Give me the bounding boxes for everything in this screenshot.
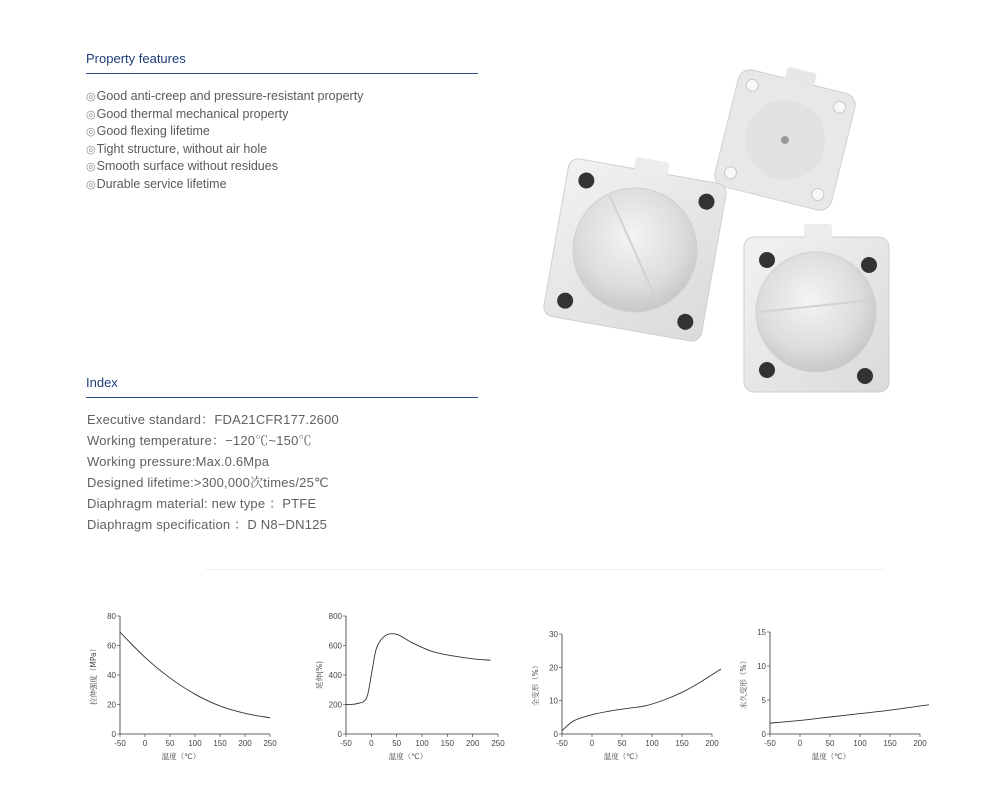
x-tick-label: 0 [369,739,374,748]
y-tick-label: 0 [111,730,116,739]
chart-permanent-deformation [730,600,940,770]
y-tick-label: 0 [761,730,766,739]
x-tick-label: -50 [114,739,126,748]
bullet-icon: ◎ [86,91,96,103]
bullet-icon: ◎ [86,161,96,173]
diaphragm-top [712,60,860,213]
x-tick-label: 200 [913,739,927,748]
bullet-icon: ◎ [86,108,96,121]
index-item: Working pressure:Max.0.6Mpa [87,454,270,469]
x-axis-label: 温度（℃） [388,752,428,761]
y-tick-label: 10 [757,662,766,671]
x-tick-label: -50 [340,739,352,748]
y-tick-label: 400 [328,671,342,680]
chart-elongation [310,600,520,770]
y-axis-label: 拉伸强度（MPa） [89,644,98,706]
series-line [562,669,721,731]
x-tick-label: 100 [188,739,202,748]
index-list [87,409,339,535]
y-tick-label: 80 [107,612,116,621]
x-axis-label: 温度（℃） [603,752,643,761]
chart-total-deformation [530,600,740,770]
x-tick-label: 250 [491,739,505,748]
x-tick-label: 50 [392,739,402,748]
x-tick-label: 150 [883,739,897,748]
x-tick-label: -50 [556,739,568,748]
features-list [86,88,363,193]
index-rule [86,397,478,398]
x-tick-label: 150 [213,739,227,748]
index-item: Diaphragm specification ：D N8−DN125 [87,517,328,532]
y-tick-label: 30 [549,630,558,639]
index-item: Diaphragm material: new type ：PTFE [87,496,317,511]
section-divider [205,569,885,570]
y-tick-label: 5 [761,696,766,705]
x-tick-label: 250 [263,739,277,748]
x-tick-label: 50 [617,739,627,748]
x-tick-label: 150 [440,739,455,748]
features-rule [86,73,478,74]
x-tick-label: 50 [825,739,835,748]
index-item: Executive standard：FDA21CFR177.2600 [87,412,339,427]
diaphragm-right [744,224,889,392]
diaphragm-left [542,146,729,343]
y-axis-label: 全变形（%） [531,661,540,707]
x-tick-label: 100 [645,739,659,748]
y-tick-label: 0 [337,730,342,739]
x-axis-label: 温度（℃） [161,752,201,761]
x-tick-label: 200 [238,739,252,748]
feature-item: ◎Smooth surface without residues [86,159,278,173]
feature-item: ◎Good thermal mechanical property [86,106,289,121]
y-axis-label: 永久变形（%） [739,656,748,710]
feature-item: ◎Durable service lifetime [86,176,227,191]
x-axis-label: 温度（℃） [811,752,851,761]
bullet-icon: ◎ [86,126,96,138]
y-tick-label: 0 [553,730,558,739]
x-tick-label: 200 [705,739,719,748]
series-line [120,632,270,718]
x-tick-label: 200 [465,739,480,748]
bullet-icon: ◎ [86,143,96,156]
y-tick-label: 15 [757,628,766,637]
y-tick-label: 20 [107,700,116,710]
x-tick-label: 150 [675,739,689,748]
y-tick-label: 200 [328,700,342,710]
index-item: Working temperature：−120℃~150℃ [87,433,312,448]
feature-item: ◎Good anti-creep and pressure-resistant property [86,89,364,103]
feature-item: ◎Tight structure, without air hole [86,141,268,156]
y-tick-label: 10 [549,696,558,706]
y-tick-label: 600 [328,641,342,651]
y-tick-label: 60 [107,641,116,651]
features-title: Property features [86,51,186,66]
y-axis-label: 延伸(%) [315,661,324,689]
diaphragm-photo [530,60,900,400]
y-tick-label: 800 [328,612,342,621]
x-tick-label: 100 [415,739,429,748]
bullet-icon: ◎ [86,178,96,191]
x-tick-label: 0 [797,739,803,748]
x-tick-label: 0 [142,739,148,748]
y-tick-label: 20 [549,663,558,673]
chart-tensile-strength [80,600,290,770]
series-line [346,634,490,705]
x-tick-label: 0 [589,739,595,748]
series-line [770,705,929,723]
index-item: Designed lifetime:>300,000次times/25℃ [87,475,329,490]
feature-item: ◎Good flexing lifetime [86,124,210,138]
y-tick-label: 40 [107,671,116,680]
x-tick-label: -50 [764,739,776,748]
index-title: Index [86,375,118,390]
x-tick-label: 100 [853,739,867,748]
x-tick-label: 50 [165,739,175,748]
